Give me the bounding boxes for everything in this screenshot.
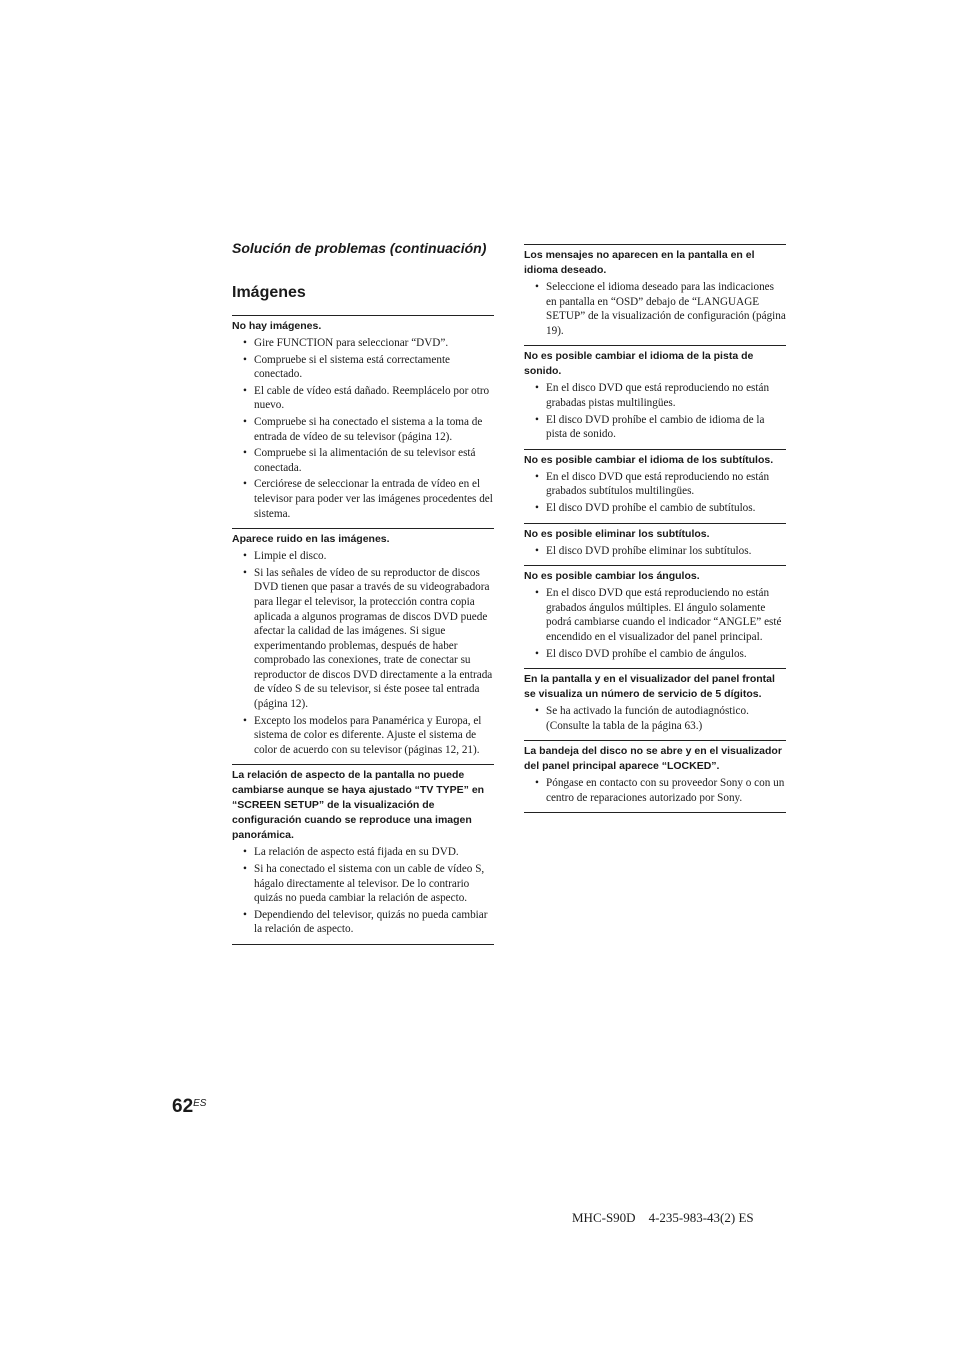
section-end-rule [524,812,786,813]
bullet-item: • Compruebe si el sistema está correctamente conectado. [232,353,494,382]
issue-section [524,740,786,812]
issue-section [524,345,786,448]
bullet-item: • El disco DVD prohíbe el cambio de idioma de la pista de sonido. [524,413,786,442]
issue-title: No es posible cambiar los ángulos. [524,570,700,583]
bullet-list [524,470,786,516]
bullet-list [232,336,494,521]
model-code: MHC-S90D 4-235-983-43(2) ES [572,1210,754,1225]
section-end-rule [232,944,494,945]
bullet-item: • El disco DVD prohíbe el cambio de ángulos. [524,647,786,662]
bullet-item: • Dependiendo del televisor, quizás no pueda cambiar la relación de aspecto. [232,908,494,937]
issue-title: La bandeja del disco no se abre y en el visualizador del panel principal aparece “LOCKED”. [524,745,782,773]
issue-section [524,523,786,566]
bullet-list [232,549,494,757]
bullet-item: • Compruebe si ha conectado el sistema a la toma de entrada de vídeo de su televisor (página 12). [232,415,494,444]
bullet-item: • El disco DVD prohíbe eliminar los subtítulos. [524,544,786,559]
bullet-item: • En el disco DVD que está reproduciendo no están grabados ángulos múltiples. El ángulo solamente podrá cambiarse cuando el indicador “ANGLE” esté encendido en el visualizador del panel principal. [524,586,786,644]
bullet-item: • Póngase en contacto con su proveedor Sony o con un centro de reparaciones autorizado por Sony. [524,776,786,805]
issue-title: No es posible eliminar los subtítulos. [524,527,710,540]
page-number: $62^{ES}$ [172,1096,207,1117]
bullet-item: • Si las señales de vídeo de su reproductor de discos DVD tienen que pasar a través de su videograbadora para llegar el televisor, la protección contra copia aplicada a algunos programas de discos DVD puede afectar la calidad de las imágenes. Si sigue experimentando problemas, después de haber comprobado las conexiones, trate de conectar su reproductor de discos DVD directamente a la entrada de vídeo S de su televisor, si éste posee tal entrada (página 12). [232,566,494,712]
issue-section [524,668,786,740]
bullet-item: • Compruebe si la alimentación de su televisor está conectada. [232,446,494,475]
page-heading: Imágenes [232,284,306,301]
bullet-item: • Si ha conectado el sistema con un cable de vídeo S, hágalo directamente al televisor. De lo contrario quizás no pueda cambiar la relación de aspecto. [232,862,494,906]
bullet-list [524,704,786,733]
issue-title: En la pantalla y en el visualizador del panel frontal se visualiza un número de servicio de 5 dígitos. [524,673,775,701]
bullet-list [524,381,786,441]
issue-title: Los mensajes no aparecen en la pantalla en el idioma deseado. [524,249,755,276]
issue-section [524,449,786,523]
bullet-item: • En el disco DVD que está reproduciendo no están grabadas pistas multilingües. [524,381,786,410]
bullet-list [524,776,786,805]
bullet-item: • Excepto los modelos para Panamérica y Europa, el sistema de color es diferente. Ajuste el sistema de color de acuerdo con su televisor (páginas 12, 21). [232,714,494,758]
bullet-item: • Seleccione el idioma deseado para las indicaciones en pantalla en “OSD” debajo de “LANGUAGE SETUP” de la visualización de configuración (página 19). [524,280,786,338]
bullet-item: • La relación de aspecto está fijada en su DVD. [232,845,494,860]
issue-title: No es posible cambiar el idioma de los subtítulos. [524,453,774,466]
issue-section [524,244,786,345]
issue-title: No es posible cambiar el idioma de la pista de sonido. [524,350,754,378]
issue-section [524,565,786,668]
bullet-list [524,280,786,338]
bullet-list [232,845,494,937]
bullet-item: • Gire FUNCTION para seleccionar “DVD”. [232,336,494,351]
page-suffix: ES [193,1098,207,1109]
bullet-item: • Cerciórese de seleccionar la entrada de vídeo en el televisor para poder ver las imágenes procedentes del sistema. [232,477,494,521]
section-title: Solución de problemas (continuación) [232,240,487,256]
right-column [524,244,786,813]
issue-title: Aparece ruido en las imágenes. [232,533,390,546]
issue-section [232,764,494,944]
issue-section [232,528,494,764]
issue-section [232,315,494,528]
bullet-item: • Se ha activado la función de autodiagnóstico. (Consulte la tabla de la página 63.) [524,704,786,733]
bullet-item: • El disco DVD prohíbe el cambio de subtítulos. [524,501,786,516]
bullet-item: • El cable de vídeo está dañado. Reemplácelo por otro nuevo. [232,384,494,413]
bullet-list [524,544,786,559]
issue-title: La relación de aspecto de la pantalla no puede cambiarse aunque se haya ajustado “TV TYPE” en “SCREEN SETUP” de la visualización de configuración cuando se reproduce una imagen panorámica. [232,769,485,842]
left-column [232,315,494,945]
issue-title: No hay imágenes. [232,320,322,332]
bullet-item: • En el disco DVD que está reproduciendo no están grabados subtítulos multilingües. [524,470,786,499]
bullet-list [524,586,786,661]
bullet-item: • Limpie el disco. [232,549,494,564]
